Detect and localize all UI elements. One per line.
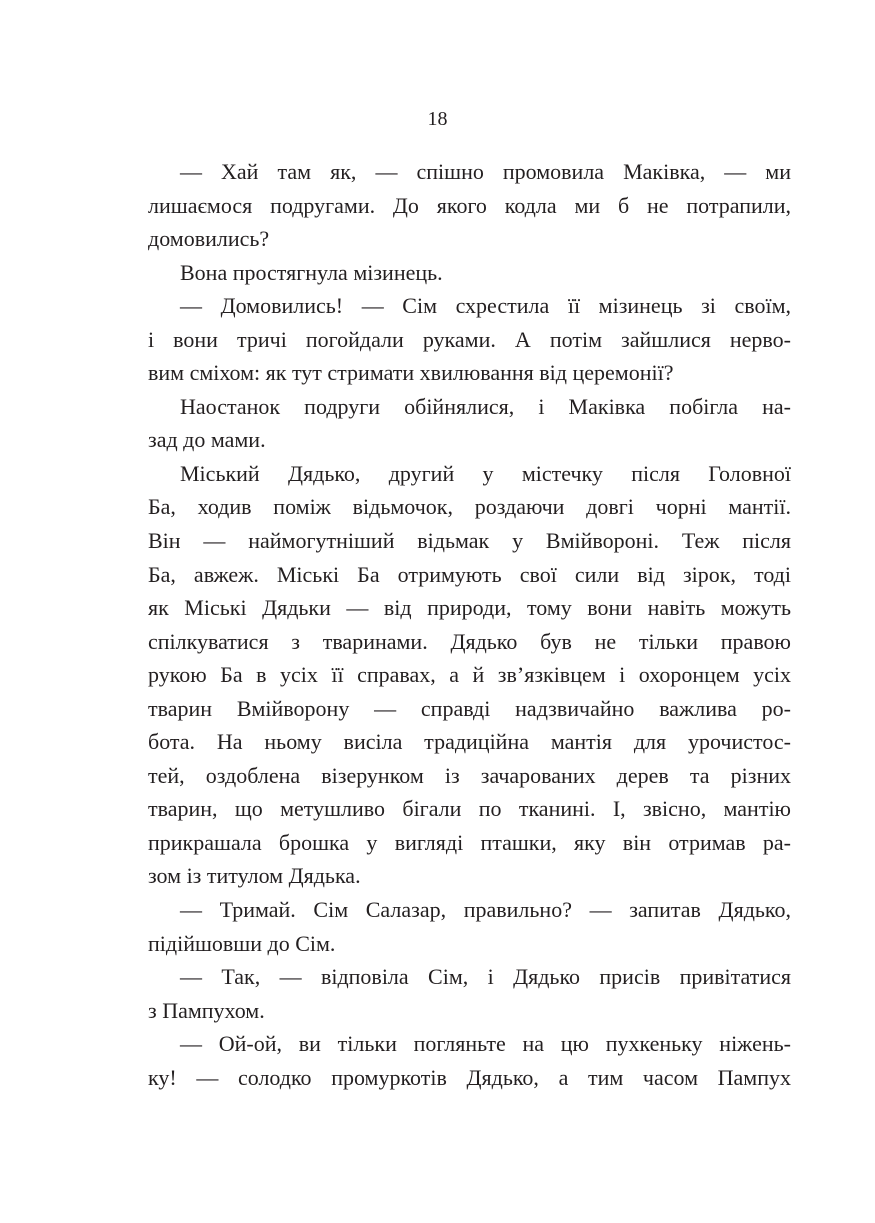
text-line: зад до мами. [148,427,266,453]
text-line: Ба, ходив поміж відьмочок, роздаючи довгі чорні мантії. [148,494,791,520]
text-line: вим сміхом: як тут стримати хвилювання від церемонії? [148,360,674,386]
page-number: 18 [427,108,448,130]
text-line: підійшовши до Сім. [148,930,336,956]
text-line: рукою Ба в усіх її справах, а й зв’язківцем і охоронцем усіх [148,662,791,688]
text-line: як Міські Дядьки — від природи, тому вони навіть можуть [148,595,791,621]
text-line: — Так, — відповіла Сім, і Дядько присів привітатися [180,964,791,990]
text-line: спілкуватися з тваринами. Дядько був не тільки правою [148,628,791,654]
text-line: лишаємося подругами. До якого кодла ми б не потрапили, [148,192,791,218]
text-line: домовились? [148,226,270,252]
text-line: бота. На ньому висіла традиційна мантія для урочистос- [148,729,791,755]
paragraph [148,289,791,390]
paragraph [148,256,791,290]
paragraph [148,960,791,1027]
text-line: прикрашала брошка у вигляді пташки, яку він отримав ра- [148,829,791,855]
text-line: Він — наймогутніший відьмак у Вмійвороні. Теж після [148,528,791,554]
text-line: і вони тричі погойдали руками. А потім зайшлися нерво- [148,326,791,352]
text-line: Міський Дядько, другий у містечку після Головної [180,460,791,486]
paragraph [148,390,791,457]
paragraph [148,457,791,893]
text-line: тварин, що метушливо бігали по тканині. І, звісно, мантію [148,796,791,822]
paragraph [148,1027,791,1094]
text-line: Вона простягнула мізинець. [180,259,443,285]
text-line: — Ой-ой, ви тільки погляньте на цю пухкеньку ніжень- [180,1031,791,1057]
text-line: з Пампухом. [148,997,265,1023]
text-line: Наостанок подруги обійнялися, і Маківка побігла на- [180,393,791,419]
text-line: — Тримай. Сім Салазар, правильно? — запитав Дядько, [180,897,791,923]
text-line: тей, оздоблена візерунком із зачарованих дерев та різних [148,762,791,788]
text-line: ку! — солодко промуркотів Дядько, а тим часом Пампух [148,1064,791,1090]
paragraph [148,155,791,256]
text-line: — Хай там як, — спішно промовила Маківка, — ми [180,159,791,184]
text-line: — Домовились! — Сім схрестила її мізинець зі своїм, [180,293,791,319]
text-line: Ба, авжеж. Міські Ба отримують свої сили від зірок, тоді [148,561,791,587]
paragraph [148,893,791,960]
body-text [148,155,791,1094]
text-line: зом із титулом Дядька. [148,863,361,889]
text-line: тварин Вмійворону — справді надзвичайно важлива ро- [148,695,791,721]
